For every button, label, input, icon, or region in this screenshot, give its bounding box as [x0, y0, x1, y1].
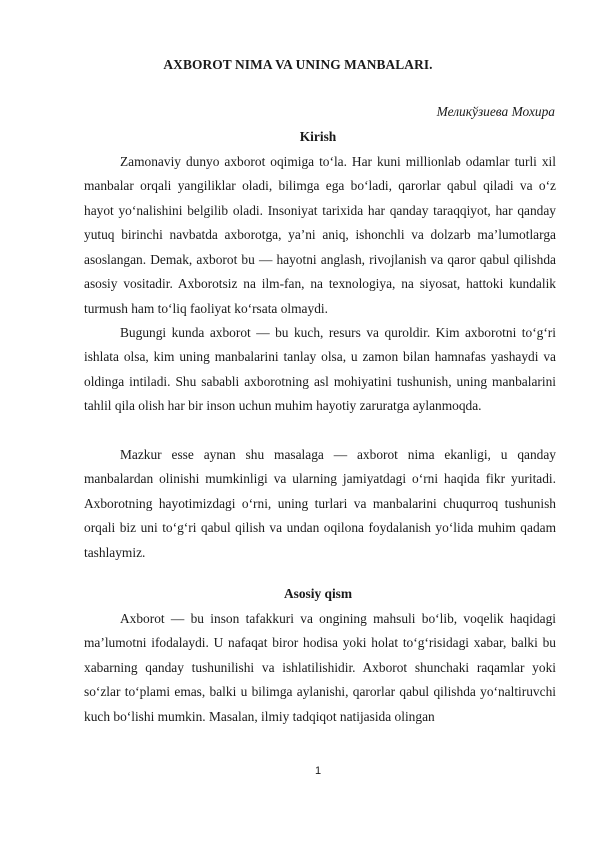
page-number: 1: [314, 765, 322, 777]
author-name: Меликўзиева Мохира: [436, 104, 555, 119]
paragraph: Mazkur esse aynan shu masalaga — axborot nima ekanligi, u qanday manbalardan olinishi mumkinligi va ularning jamiyatdagi o‘rni haqida fikr yuritadi. Axborotning hayotimizdagi o‘rni, uning turlari va manbalarini chuqurroq tushunish orqali biz uni to‘g‘ri qabul qilish va undan oqilona foydalanish yo‘lida muhim qadam tashlaymiz.: [84, 447, 556, 560]
paragraph: Zamonaviy dunyo axborot oqimiga to‘la. Har kuni millionlab odamlar turli xil manbalar orqali yangiliklar oladi, bilimga ega bo‘ladi, qarorlar qabul qiladi va o‘z hayot yo‘nalishini belgilib oladi. Insoniyat tarixida har qanday taraqqiyot, har qanday yutuq birinchi navbatda axborotga, ya’ni aniq, ishonchli va dolzarb ma’lumotlarga asoslangan. Demak, axborot bu — hayotni anglash, rivojlanish va qaror qabul qilishda asosiy vositadir. Axborotsiz na ilm-fan, na texnologiya, na siyosat, hattoki kundalik turmush ham to‘liq faoliyat ko‘rsata olmaydi.: [84, 154, 556, 316]
paragraph: Bugungi kunda axborot — bu kuch, resurs va quroldir. Kim axborotni to‘g‘ri ishlata olsa, kim uning manbalarini tanlay olsa, u zamon bilan hamnafas yashaydi va oldinga intiladi. Shu sababli axborotning asl mohiyatini tushunish, uning manbalarini tahlil qila olish har bir inson uchun muhim hayotiy zaruratga aylanmoqda.: [84, 325, 556, 414]
paragraph: Axborot — bu inson tafakkuri va ongining mahsuli bo‘lib, voqelik haqidagi ma’lumotni ifodalaydi. U nafaqat biror hodisa yoki holat to‘g‘risidagi xabar, balki bu xabarning qanday tushunilishi va ishlatilishidir. Axborot shunchaki raqamlar yoki so‘zlar to‘plami emas, balki u bilimga aylanishi, qarorlar qabul qilishda yo‘naltiruvchi kuch bo‘lishi mumkin. Masalan, ilmiy tadqiqot natijasida olingan: [84, 611, 556, 724]
document-title: AXBOROT NIMA VA UNING MANBALARI.: [163, 57, 433, 72]
section-heading-asosiy-qism: Asosiy qism: [283, 586, 353, 601]
section-heading-kirish: Kirish: [299, 129, 337, 144]
